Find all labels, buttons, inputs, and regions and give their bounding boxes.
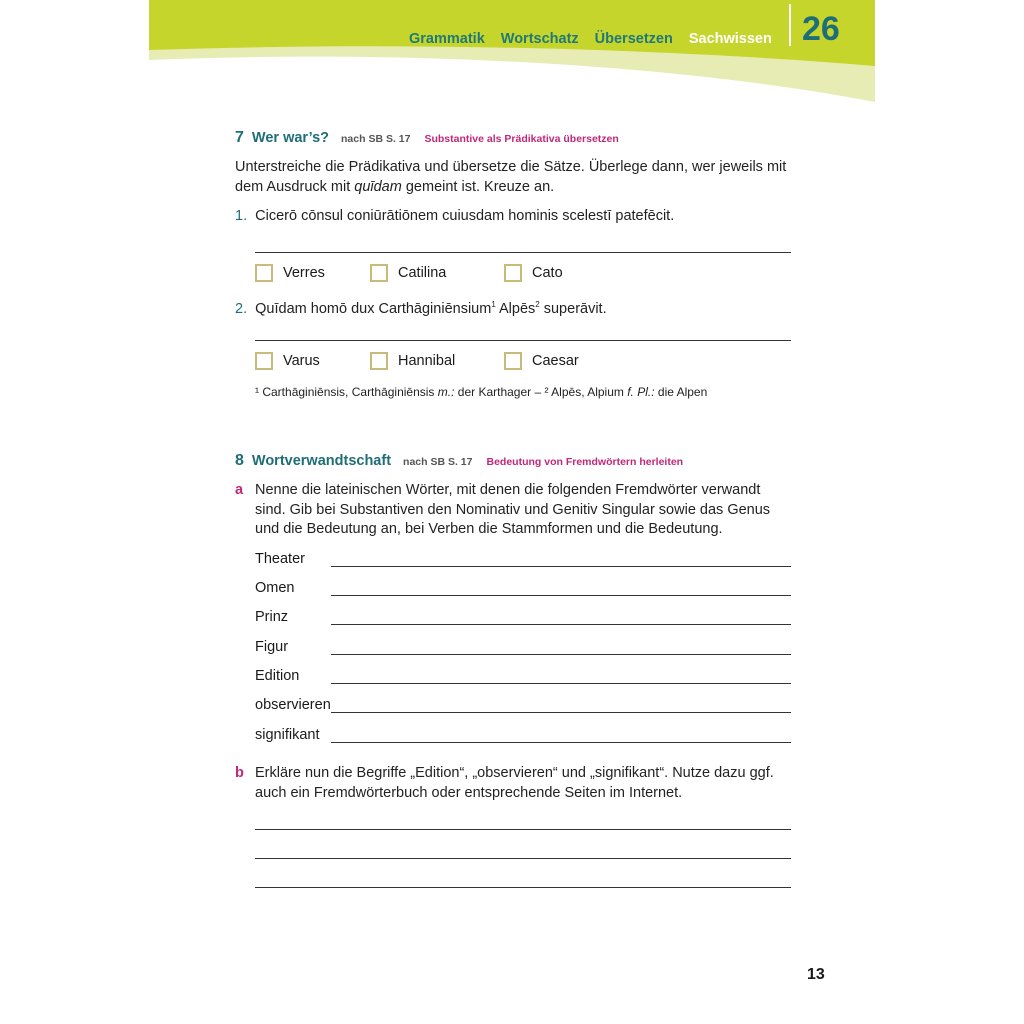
footnote-marker: ¹ xyxy=(255,385,263,399)
option-caesar[interactable] xyxy=(504,352,579,370)
answer-line[interactable] xyxy=(255,829,791,830)
footnote-ref: 1 xyxy=(491,300,496,309)
instruction-line: und die Bedeutung an, bei Verben die Stammformen und die Bedeutung. xyxy=(255,521,723,537)
footnote-word: Alpēs, Alpium xyxy=(551,385,624,399)
task8-b-letter: b xyxy=(235,765,244,781)
task7-item1-options xyxy=(255,264,791,286)
page-number: 13 xyxy=(807,966,825,983)
word-row-omen xyxy=(255,574,791,596)
answer-line[interactable] xyxy=(331,608,791,625)
option-catilina[interactable] xyxy=(370,264,446,282)
answer-line[interactable] xyxy=(331,579,791,596)
word-label: Prinz xyxy=(255,609,289,625)
checkbox[interactable] xyxy=(504,352,522,370)
word-label: signifikant xyxy=(255,727,320,743)
task7-item1 xyxy=(235,207,674,227)
task8-title: Wortverwandtschaft xyxy=(251,453,392,469)
option-label: Verres xyxy=(283,265,325,281)
footnote-grammar: f. Pl.: xyxy=(623,385,655,399)
header-divider xyxy=(789,4,791,46)
word-label: Theater xyxy=(255,551,305,567)
task7-instruction-part: dem Ausdruck mit xyxy=(235,178,355,195)
answer-line[interactable] xyxy=(331,726,791,743)
task8-a-instruction xyxy=(255,481,815,540)
item-sentence-part: Quīdam homō dux Carthāginiēnsium xyxy=(255,300,492,317)
tab-grammatik[interactable]: Grammatik xyxy=(409,31,485,47)
word-row-signifikant xyxy=(255,721,791,743)
checkbox[interactable] xyxy=(504,264,522,282)
footnote-word: Carthāginiēnsis, Carthāginiēnsis xyxy=(262,385,435,399)
tab-uebersetzen[interactable]: Übersetzen xyxy=(594,31,673,47)
option-cato[interactable] xyxy=(504,264,563,282)
answer-line[interactable] xyxy=(331,696,791,713)
answer-line[interactable] xyxy=(331,667,791,684)
checkbox[interactable] xyxy=(255,264,273,282)
answer-line[interactable] xyxy=(255,340,791,341)
item-number: 1. xyxy=(235,208,248,224)
checkbox[interactable] xyxy=(370,352,388,370)
word-row-prinz xyxy=(255,603,791,625)
answer-line[interactable] xyxy=(255,887,791,888)
task8-number: 8 xyxy=(235,452,244,469)
answer-line[interactable] xyxy=(255,252,791,253)
word-label: Figur xyxy=(255,639,289,655)
header-banner xyxy=(149,0,875,102)
word-row-figur xyxy=(255,633,791,655)
footnote-ref: 2 xyxy=(535,300,540,309)
task7-heading xyxy=(235,129,619,147)
task7-instruction-line1: Unterstreiche die Prädikativa und übersetze die Sätze. Überlege dann, wer jeweils mit xyxy=(235,159,787,175)
word-label: Omen xyxy=(255,580,295,596)
task7-item2 xyxy=(235,295,607,319)
instruction-line: Erkläre nun die Begriffe „Edition“, „observieren“ und „signifikant“. Nutze dazu ggf. xyxy=(255,765,774,781)
option-label: Hannibal xyxy=(398,353,456,369)
option-varus[interactable] xyxy=(255,352,320,370)
option-hannibal[interactable] xyxy=(370,352,455,370)
option-label: Catilina xyxy=(398,265,447,281)
word-row-observieren xyxy=(255,691,791,713)
task7-topic: Substantive als Prädikativa übersetzen xyxy=(424,133,619,145)
option-verres[interactable] xyxy=(255,264,325,282)
footnote xyxy=(255,385,707,399)
instruction-line: Nenne die lateinischen Wörter, mit denen die folgenden Fremdwörter verwandt xyxy=(255,482,761,498)
option-label: Varus xyxy=(283,353,320,369)
task7-instruction-line2 xyxy=(235,178,815,198)
task7-instruction-part: gemeint ist. Kreuze an. xyxy=(401,178,555,195)
checkbox[interactable] xyxy=(255,352,273,370)
tab-wortschatz[interactable]: Wortschatz xyxy=(500,31,579,47)
word-row-edition xyxy=(255,662,791,684)
answer-line[interactable] xyxy=(331,550,791,567)
task8-ref: nach SB S. 17 xyxy=(403,456,473,468)
option-label: Caesar xyxy=(532,353,579,369)
footnote-grammar: m.: xyxy=(434,385,455,399)
task8-a-letter: a xyxy=(235,482,244,498)
word-label: Edition xyxy=(255,668,300,684)
item-sentence-part: superāvit. xyxy=(539,300,607,317)
page-header xyxy=(149,0,875,102)
instruction-line: sind. Gib bei Substantiven den Nominativ und Genitiv Singular sowie das Genus xyxy=(255,501,771,518)
section-tabs xyxy=(409,31,772,47)
answer-line[interactable] xyxy=(331,638,791,655)
task7-instruction xyxy=(235,158,815,197)
item-sentence: Cicerō cōnsul coniūrātiōnem cuiusdam hominis scelestī patefēcit. xyxy=(255,208,675,224)
footnote-meaning: der Karthager – xyxy=(454,385,545,399)
task7-instruction-em: quīdam xyxy=(354,178,402,195)
item-sentence-part: Alpēs xyxy=(495,300,536,317)
task8-b-instruction xyxy=(255,764,815,803)
task8-topic: Bedeutung von Fremdwörtern herleiten xyxy=(486,456,684,468)
item-number: 2. xyxy=(235,300,248,317)
unit-number: 26 xyxy=(802,10,840,48)
footnote-meaning: die Alpen xyxy=(654,385,708,399)
option-label: Cato xyxy=(532,265,563,281)
task8-heading xyxy=(235,452,683,470)
word-label: observieren xyxy=(255,697,331,713)
footnote-marker: ² xyxy=(544,385,552,399)
tab-sachwissen[interactable]: Sachwissen xyxy=(688,31,772,47)
checkbox[interactable] xyxy=(370,264,388,282)
task7-ref: nach SB S. 17 xyxy=(341,133,411,145)
task7-item2-options xyxy=(255,352,791,374)
task7-title: Wer war’s? xyxy=(251,130,330,146)
task7-number: 7 xyxy=(235,129,244,146)
instruction-line: auch ein Fremdwörterbuch oder entsprechende Seiten im Internet. xyxy=(255,784,683,801)
word-row-theater xyxy=(255,545,791,567)
answer-line[interactable] xyxy=(255,858,791,859)
